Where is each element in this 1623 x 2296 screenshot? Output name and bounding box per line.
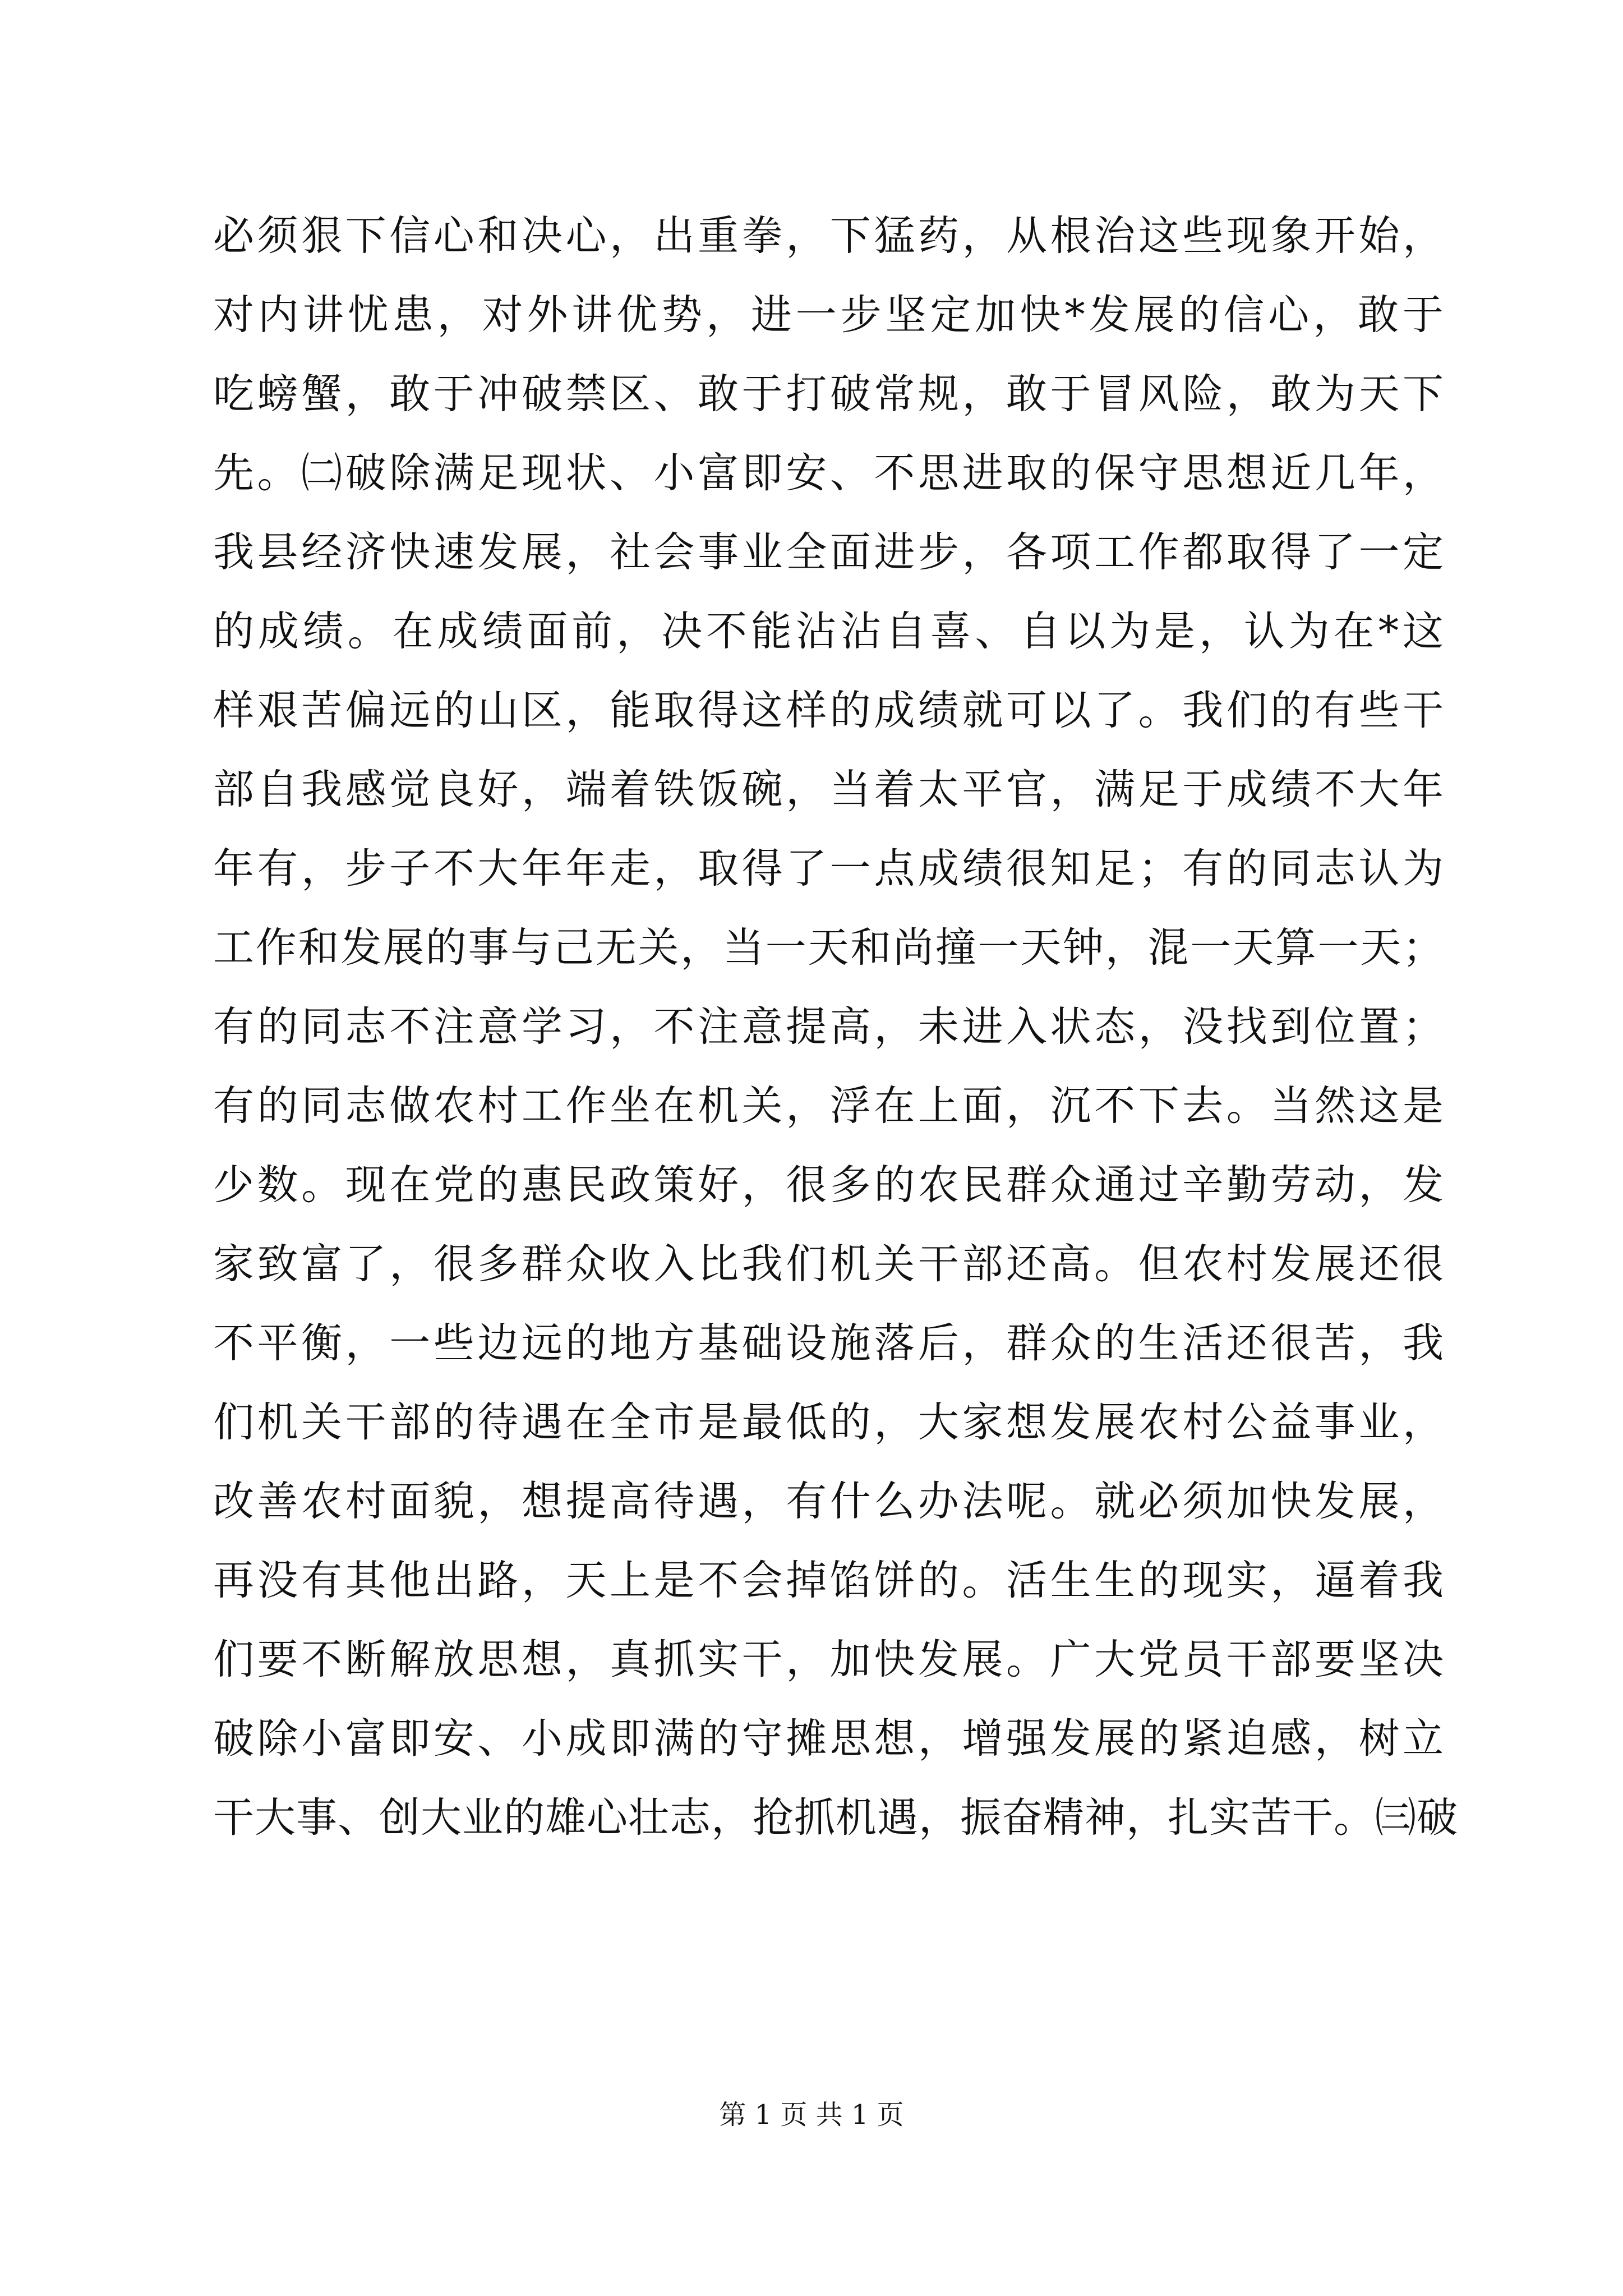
text-line: 干大事、创大业的雄心壮志，抢抓机遇，振奋精神，扎实苦干。㈢破 bbox=[213, 1794, 1458, 1842]
text-line: 对内讲忧患，对外讲优势，进一步坚定加快*发展的信心，敢于 bbox=[213, 291, 1444, 339]
text-line: 们要不断解放思想，真抓实干，加快发展。广大党员干部要坚决 bbox=[213, 1636, 1444, 1683]
text-line: 们机关干部的待遇在全市是最低的，大家想发展农村公益事业， bbox=[213, 1398, 1444, 1446]
text-line: 部自我感觉良好，端着铁饭碗，当着太平官，满足于成绩不大年 bbox=[213, 766, 1444, 813]
text-line: 有的同志不注意学习，不注意提高，未进入状态，没找到位置； bbox=[213, 1003, 1444, 1051]
text-line: 改善农村面貌，想提高待遇，有什么办法呢。就必须加快发展， bbox=[213, 1478, 1444, 1525]
text-line: 先。㈡破除满足现状、小富即安、不思进取的保守思想近几年， bbox=[213, 449, 1444, 497]
text-line: 吃螃蟹，敢于冲破禁区、敢于打破常规，敢于冒风险，敢为天下 bbox=[213, 370, 1444, 418]
text-line: 少数。现在党的惠民政策好，很多的农民群众通过辛勤劳动，发 bbox=[213, 1161, 1444, 1209]
text-line: 我县经济快速发展，社会事业全面进步，各项工作都取得了一定 bbox=[213, 528, 1444, 576]
text-line: 的成绩。在成绩面前，决不能沾沾自喜、自以为是，认为在*这 bbox=[213, 608, 1444, 655]
text-line: 工作和发展的事与己无关，当一天和尚撞一天钟，混一天算一天； bbox=[213, 924, 1444, 972]
text-line: 不平衡，一些边远的地方基础设施落后，群众的生活还很苦，我 bbox=[213, 1319, 1444, 1367]
text-line: 再没有其他出路，天上是不会掉馅饼的。活生生的现实，逼着我 bbox=[213, 1557, 1444, 1604]
body-text bbox=[213, 196, 1458, 1857]
text-line: 样艰苦偏远的山区，能取得这样的成绩就可以了。我们的有些干 bbox=[213, 687, 1444, 734]
page-footer: 第 1 页 共 1 页 bbox=[719, 2099, 904, 2131]
text-line: 必须狠下信心和决心，出重拳，下猛药，从根治这些现象开始， bbox=[213, 212, 1444, 260]
text-line: 有的同志做农村工作坐在机关，浮在上面，沉不下去。当然这是 bbox=[213, 1082, 1444, 1130]
text-line: 家致富了，很多群众收入比我们机关干部还高。但农村发展还很 bbox=[213, 1240, 1444, 1288]
text-line: 破除小富即安、小成即满的守摊思想，增强发展的紧迫感，树立 bbox=[213, 1715, 1444, 1763]
text-line: 年有，步子不大年年走，取得了一点成绩很知足；有的同志认为 bbox=[213, 845, 1444, 892]
